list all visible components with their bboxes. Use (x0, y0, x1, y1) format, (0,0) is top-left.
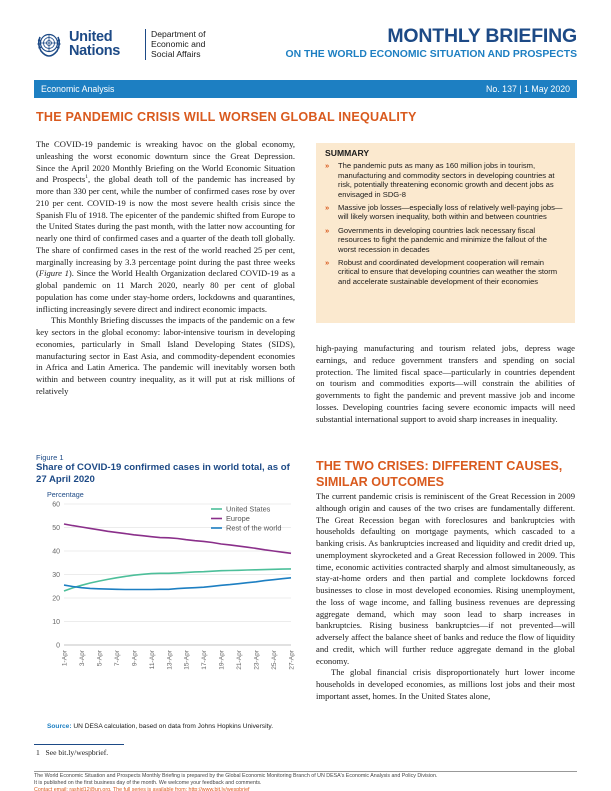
footer-line: It is published on the first business day of the month. We welcome your feedback and comments. (34, 780, 262, 786)
legend-label: Europe (226, 514, 250, 524)
paragraph-continued: high-paying manufacturing and tourism related jobs, depress wage earnings, and reduce government transfers and spending on social protection. The limited fiscal space—particularly in countries dependent on tourism and commodities exports—will constrain the abilities of governments to fight the pandemic and prevent massive job and income losses. Developing countries facing severe economic impacts will need substantial international support to avoid sharp increases in inequality. (316, 343, 575, 424)
figure-source: Source: UN DESA calculation, based on data from Johns Hopkins University. (47, 723, 274, 730)
briefing-subtitle: ON THE WORLD ECONOMIC SITUATION AND PROSPECTS (285, 49, 577, 60)
footer-divider (34, 771, 577, 772)
footer-contact[interactable]: Contact email: rashid12@un.org. The full series is available from: http://www.bit.ly/wespbrief (34, 787, 250, 791)
x-tick-label: 23-Apr (253, 650, 261, 670)
band-category: Economic Analysis (41, 84, 115, 94)
bullet-icon: » (325, 257, 330, 267)
summary-item: » Robust and coordinated development cooperation will remain critical to ensure that developing countries can weather the storm and accelerate sustainable development of their economies (325, 257, 558, 287)
y-tick-label: 40 (52, 548, 60, 556)
x-tick-label: 13-Apr (166, 650, 174, 670)
right-column-text-2 (316, 491, 575, 703)
paragraph-4: The global financial crisis disproportionately hurt lower income households in developed economies, as millions lost jobs and their most important asset, homes. In the United States alone, (316, 667, 575, 701)
right-column-text (316, 343, 575, 425)
un-logo (34, 29, 120, 59)
section-band (34, 80, 577, 98)
paragraph-2: This Monthly Briefing discusses the impacts of the pandemic on a few key sectors in the global economy: labor-intensive tourism in developing economies, particularly in Small Island Developing States (SIDS), manufacturing sector in East Asia, and commodity-dependent economies in Africa and Latin America. The pandemic will inevitably worsen both within and between country inequality, as it will put at risk millions of relatively (36, 315, 295, 396)
x-tick-label: 19-Apr (218, 650, 226, 670)
y-tick-label: 50 (52, 525, 60, 532)
y-tick-label: 10 (52, 619, 60, 626)
summary-heading: SUMMARY (325, 148, 370, 158)
x-tick-label: 9-Apr (131, 650, 139, 667)
legend-label: United States (226, 504, 271, 514)
figure-ref[interactable]: Figure 1 (38, 268, 69, 279)
y-tick-label: 0 (56, 642, 60, 650)
x-tick-label: 7-Apr (113, 650, 121, 667)
x-tick-label: 17-Apr (201, 650, 209, 670)
y-tick-label: 30 (52, 572, 60, 579)
x-tick-label: 21-Apr (236, 650, 244, 670)
department-name: Department of Economic and Social Affairs (145, 29, 225, 60)
page-headline: THE PANDEMIC CRISIS WILL WORSEN GLOBAL INEQUALITY (36, 110, 417, 124)
footnote: 1 See bit.ly/wespbrief. (36, 748, 109, 757)
x-tick-label: 1-Apr (61, 650, 69, 667)
series-line (64, 569, 291, 591)
y-axis-label: Percentage (47, 490, 84, 499)
footnote-ref[interactable]: 1 (85, 174, 89, 181)
footnote-divider (34, 744, 124, 745)
x-tick-label: 3-Apr (78, 650, 86, 667)
page-footer (34, 773, 594, 791)
bullet-icon: » (325, 161, 330, 170)
x-tick-label: 25-Apr (271, 650, 279, 670)
un-emblem-icon (34, 29, 64, 59)
un-wordmark: United Nations (69, 29, 121, 59)
x-tick-label: 11-Apr (148, 650, 156, 670)
paragraph-3: The current pandemic crisis is reminiscent of the Great Recession in 2009 although origin and causes of the two crises are fundamentally different. The Great Recession began with foreclosures and bankruptcies with households defaulting on mortgage payments, which cascaded to a banking crisis. As bankruptcies increased and liquidity and credit dried up, unemployment skyrocketed and a Great Recession followed in 2009. This time, economic activities contracted sharply and almost simultaneously, as stay-at-home orders and then partial and complete lockdowns forced businesses to close in most developed economies. Rising unemployment, the loss of wage income, and falling business revenues are depressing aggregate demand, which may soon lead to sharp increases in bankruptcies. Rising business bankruptcies—if not prevented—will adversely affect the balance sheet of banks and reduce the flow of liquidity and credit, which will further reduce aggregate demand in the global economy. (316, 491, 575, 666)
footer-line: The World Economic Situation and Prospects Monthly Briefing is prepared by the Global Economic Monitoring Branch of UN DESA's Economic Analysis and Policy Division. (34, 773, 438, 779)
x-tick-label: 5-Apr (96, 650, 104, 667)
paragraph-1: The COVID-19 pandemic is wreaking havoc on the global economy, unleashing the worst economic downturn since the Great Depression. Since the April 2020 Monthly Briefing on the World Economic Situation and Prospects$^1$, the global death toll of the pandemic has increased by more than 330 per cent, while the number of confirmed cases rose by over 210 per cent. COVID-19 is now the most severe health crisis since the Spanish Flu of 1918. The epicenter of the pandemic shifted from Europe to the United States during the past month, with the latter now accounting for nearly one third of confirmed cases and a quarter of the death toll globally. The share of confirmed cases in the rest of the world reached 25 per cent, marginally increasing by 3.3 percentage point during the past three weeks (Figure 1). Since the World Health Organization declared COVID-19 as a global pandemic on 11 March 2020, nearly 80 per cent of global population has come under stay-home orders, lockdowns and quarantines, inflicting increasingly severe direct and indirect economic impacts. (36, 139, 296, 314)
x-tick-label: 15-Apr (183, 650, 191, 670)
figure-label: Figure 1 (36, 453, 64, 462)
briefing-title: MONTHLY BRIEFING (387, 25, 577, 47)
section-heading: THE TWO CRISES: DIFFERENT CAUSES, SIMILAR OUTCOMES (316, 459, 563, 489)
summary-item: » The pandemic puts as many as 160 million jobs in tourism, manufacturing and commodity sectors in developing countries at risk, potentially threatening economic growth and decent jobs as envisaged in SDG-8 (325, 161, 555, 199)
left-column-text (36, 139, 295, 398)
bullet-icon: » (325, 225, 330, 235)
figure-title: Share of COVID-19 confirmed cases in world total, as of 27 April 2020 (36, 462, 290, 485)
legend-label: Rest of the world (226, 523, 282, 533)
line-chart (36, 490, 298, 705)
y-tick-label: 60 (52, 501, 60, 509)
band-issue: No. 137 | 1 May 2020 (486, 84, 570, 94)
summary-box (316, 143, 575, 323)
summary-item: » Massive job losses—especially loss of relatively well-paying jobs—will likely worsen inequality, both within and between countries (325, 202, 563, 222)
bullet-icon: » (325, 202, 330, 212)
y-tick-label: 20 (52, 595, 60, 603)
x-tick-label: 27-Apr (288, 650, 296, 670)
series-line (64, 578, 291, 590)
summary-item: » Governments in developing countries lack necessary fiscal resources to fight the pandemic and minimize the fallout of the worst recession in decades (325, 225, 547, 254)
